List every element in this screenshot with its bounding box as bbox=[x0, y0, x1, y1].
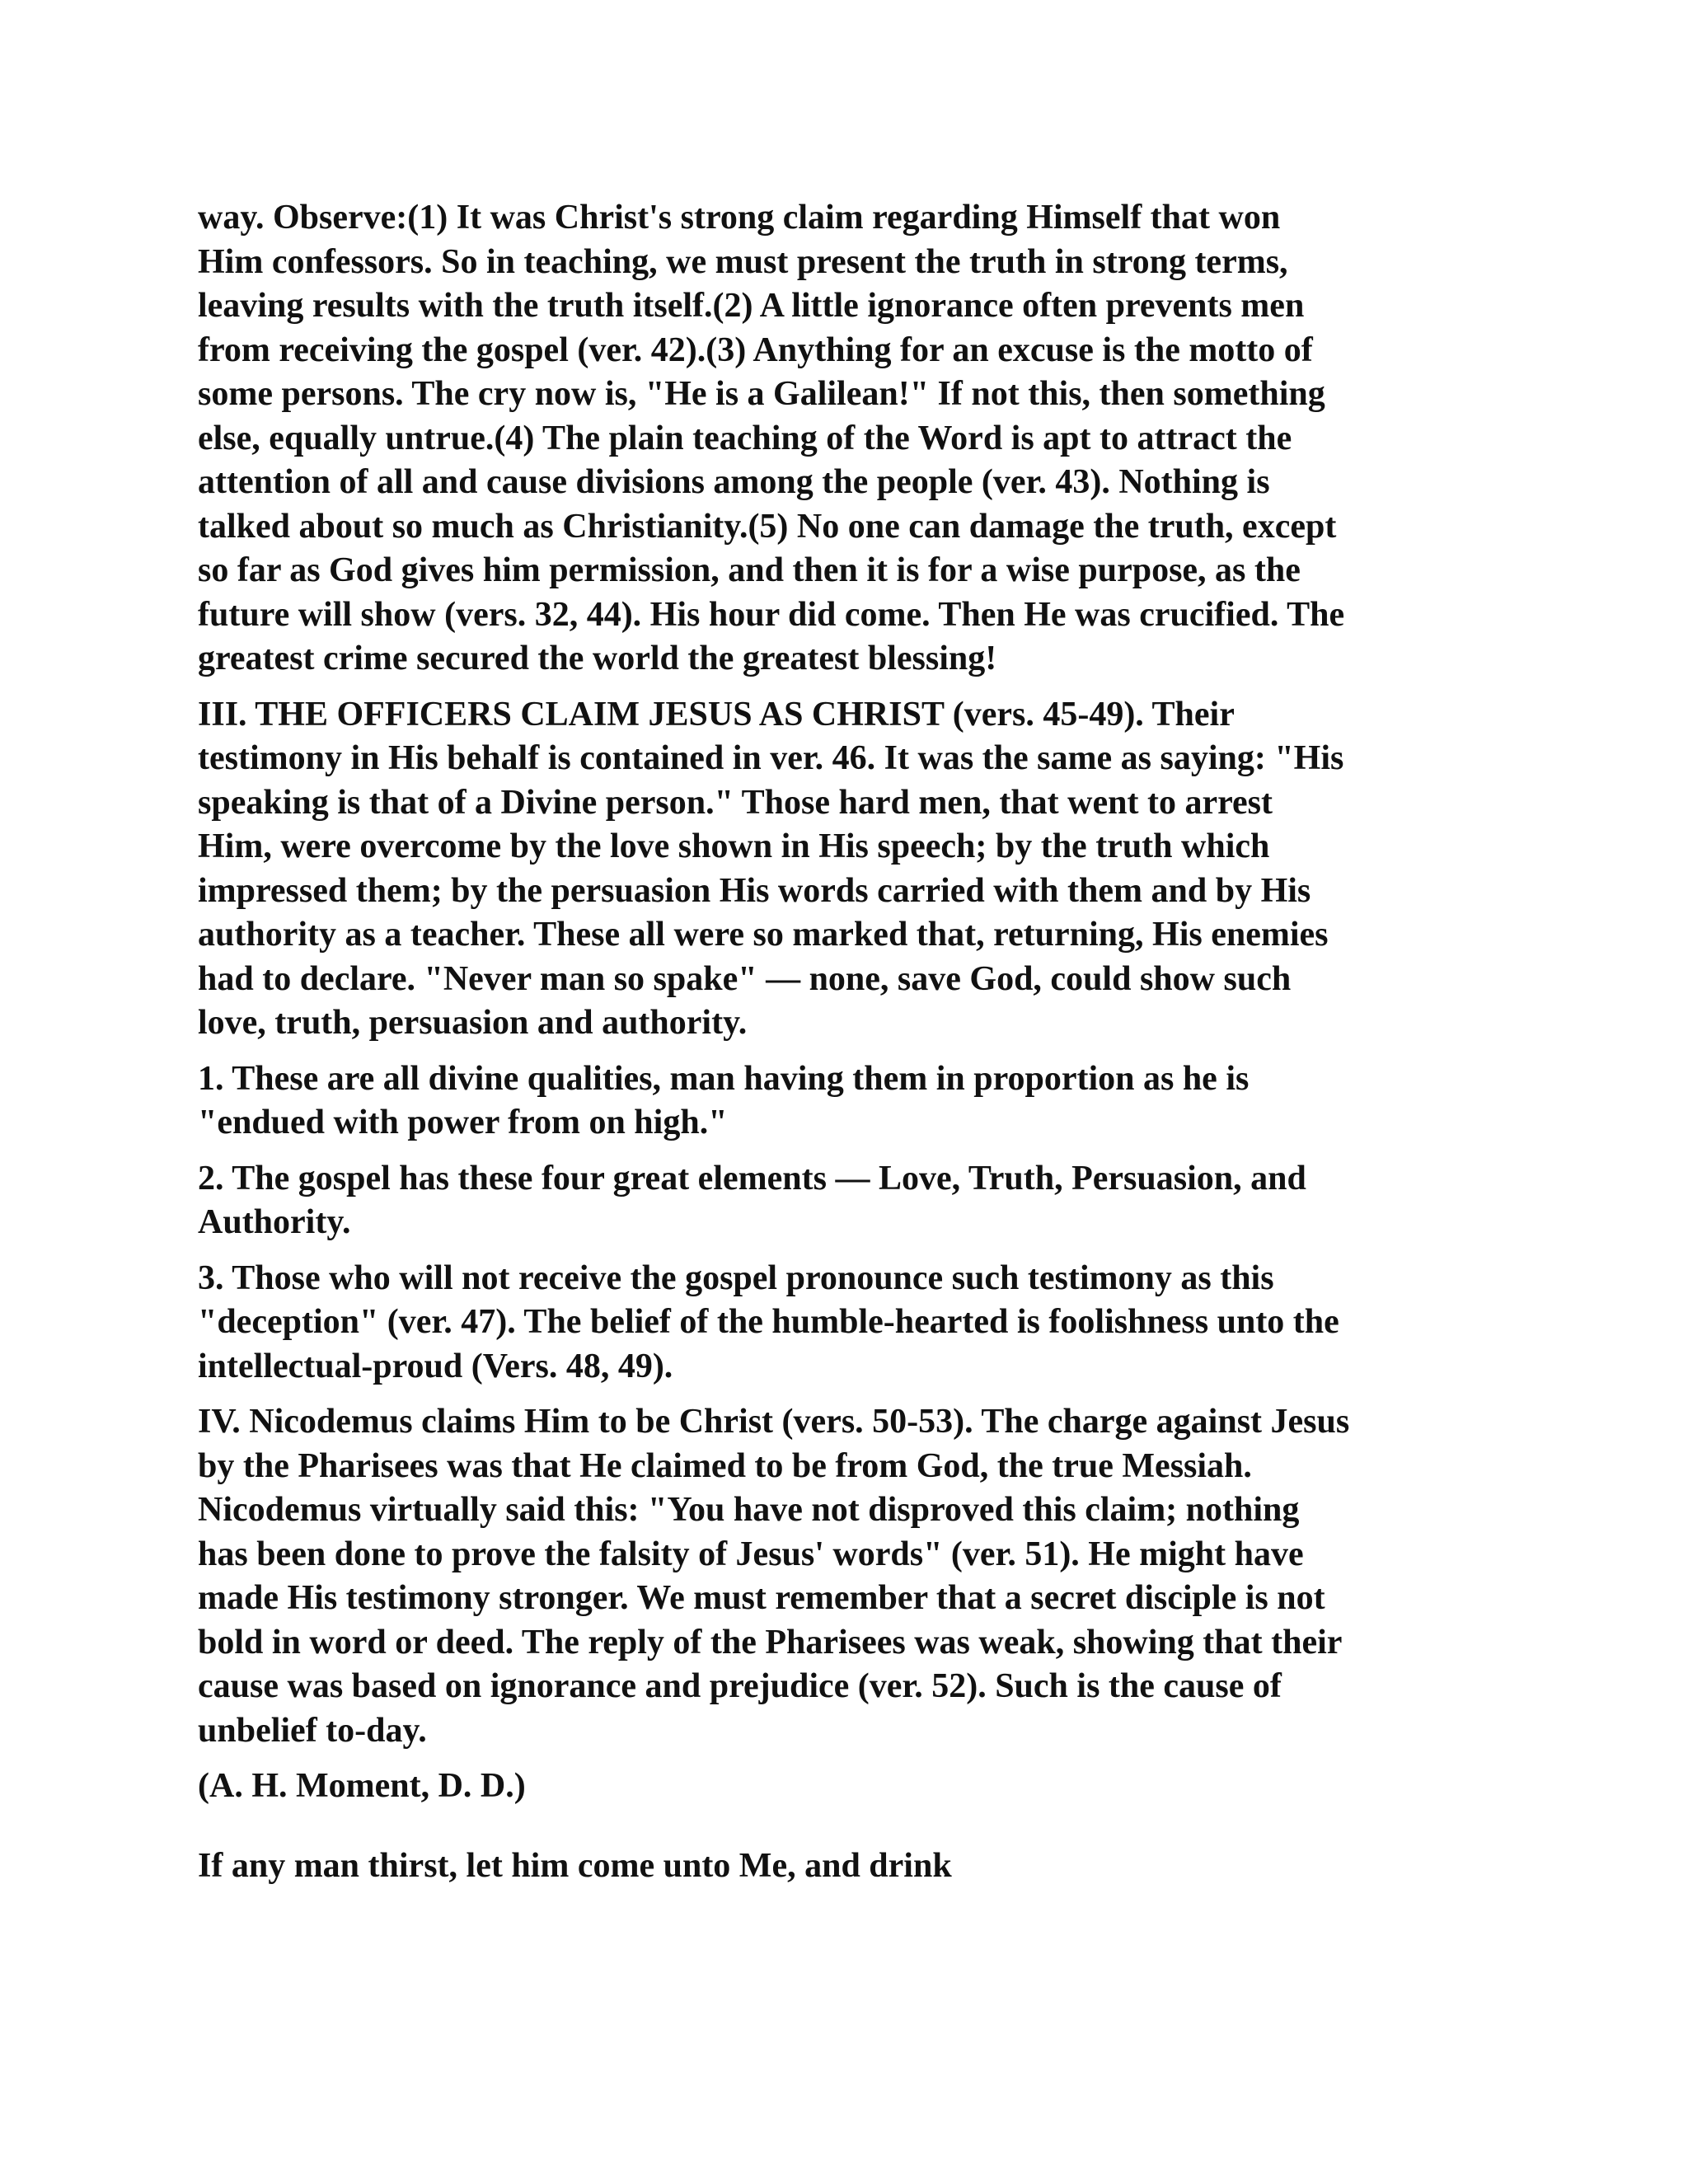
paragraph-point-three bbox=[198, 1257, 1500, 1390]
text-line: intellectual-proud (Vers. 48, 49). bbox=[198, 1347, 673, 1385]
text-line: 3. Those who will not receive the gospel pronounce such testimony as this bbox=[198, 1258, 1274, 1297]
text-line: 1. These are all divine qualities, man having them in proportion as he is bbox=[198, 1059, 1250, 1098]
text-line: attention of all and cause divisions among the people (ver. 43). Nothing is bbox=[198, 463, 1270, 501]
text-line: unbelief to-day. bbox=[198, 1711, 427, 1750]
text-line: 2. The gospel has these four great elements — Love, Truth, Persuasion, and bbox=[198, 1159, 1306, 1197]
paragraph-observations bbox=[198, 196, 1500, 682]
text-line: IV. Nicodemus claims Him to be Christ (vers. 50-53). The charge against Jesus bbox=[198, 1403, 1350, 1441]
text-line: some persons. The cry now is, "He is a Galilean!" If not this, then something bbox=[198, 375, 1325, 413]
text-line: bold in word or deed. The reply of the Pharisees was weak, showing that their bbox=[198, 1623, 1343, 1661]
text-line: leaving results with the truth itself.(2) A little ignorance often prevents men bbox=[198, 287, 1305, 325]
text-line: III. THE OFFICERS CLAIM JESUS AS CHRIST (vers. 45-49). Their bbox=[198, 695, 1235, 733]
body-text bbox=[198, 196, 1500, 1821]
text-line: has been done to prove the falsity of Jesus' words" (ver. 51). He might have bbox=[198, 1535, 1304, 1573]
paragraph-point-two bbox=[198, 1157, 1500, 1245]
author-signature: (A. H. Moment, D. D.) bbox=[198, 1767, 526, 1805]
text-line: impressed them; by the persuasion His words carried with them and by His bbox=[198, 871, 1311, 910]
text-line: so far as God gives him permission, and then it is for a wise purpose, as the bbox=[198, 551, 1301, 589]
text-line: from receiving the gospel (ver. 42).(3) Anything for an excuse is the motto of bbox=[198, 330, 1313, 369]
paragraph-point-one bbox=[198, 1057, 1500, 1146]
text-line: love, truth, persuasion and authority. bbox=[198, 1004, 748, 1042]
next-section-heading: If any man thirst, let him come unto Me, and drink bbox=[198, 1847, 952, 1885]
text-line: "endued with power from on high." bbox=[198, 1104, 728, 1141]
text-line: greatest crime secured the world the greatest blessing! bbox=[198, 640, 997, 677]
text-line: Him, were overcome by the love shown in His speech; by the truth which bbox=[198, 827, 1270, 865]
text-line: Him confessors. So in teaching, we must present the truth in strong terms, bbox=[198, 242, 1288, 281]
text-line: else, equally untrue.(4) The plain teaching of the Word is apt to attract the bbox=[198, 419, 1292, 457]
text-line: speaking is that of a Divine person." Those hard men, that went to arrest bbox=[198, 783, 1273, 822]
text-line: authority as a teacher. These all were so marked that, returning, His enemies bbox=[198, 916, 1329, 954]
text-line: by the Pharisees was that He claimed to be from God, the true Messiah. bbox=[198, 1446, 1252, 1485]
text-line: way. Observe:(1) It was Christ's strong claim regarding Himself that won bbox=[198, 199, 1281, 237]
text-line: made His testimony stronger. We must remember that a secret disciple is not bbox=[198, 1579, 1325, 1617]
text-line: future will show (vers. 32, 44). His hour did come. Then He was crucified. The bbox=[198, 595, 1345, 634]
text-line: cause was based on ignorance and prejudice (ver. 52). Such is the cause of bbox=[198, 1667, 1282, 1705]
paragraph-section-three bbox=[198, 693, 1500, 1046]
text-line: talked about so much as Christianity.(5) No one can damage the truth, except bbox=[198, 507, 1337, 546]
text-line: Authority. bbox=[198, 1203, 351, 1241]
text-line: Nicodemus virtually said this: "You have not disproved this claim; nothing bbox=[198, 1491, 1300, 1529]
text-line: testimony in His behalf is contained in ver. 46. It was the same as saying: "His bbox=[198, 739, 1344, 777]
text-line: "deception" (ver. 47). The belief of the humble-hearted is foolishness unto the bbox=[198, 1303, 1339, 1341]
paragraph-section-four bbox=[198, 1400, 1500, 1753]
text-line: had to declare. "Never man so spake" — none, save God, could show such bbox=[198, 959, 1292, 998]
